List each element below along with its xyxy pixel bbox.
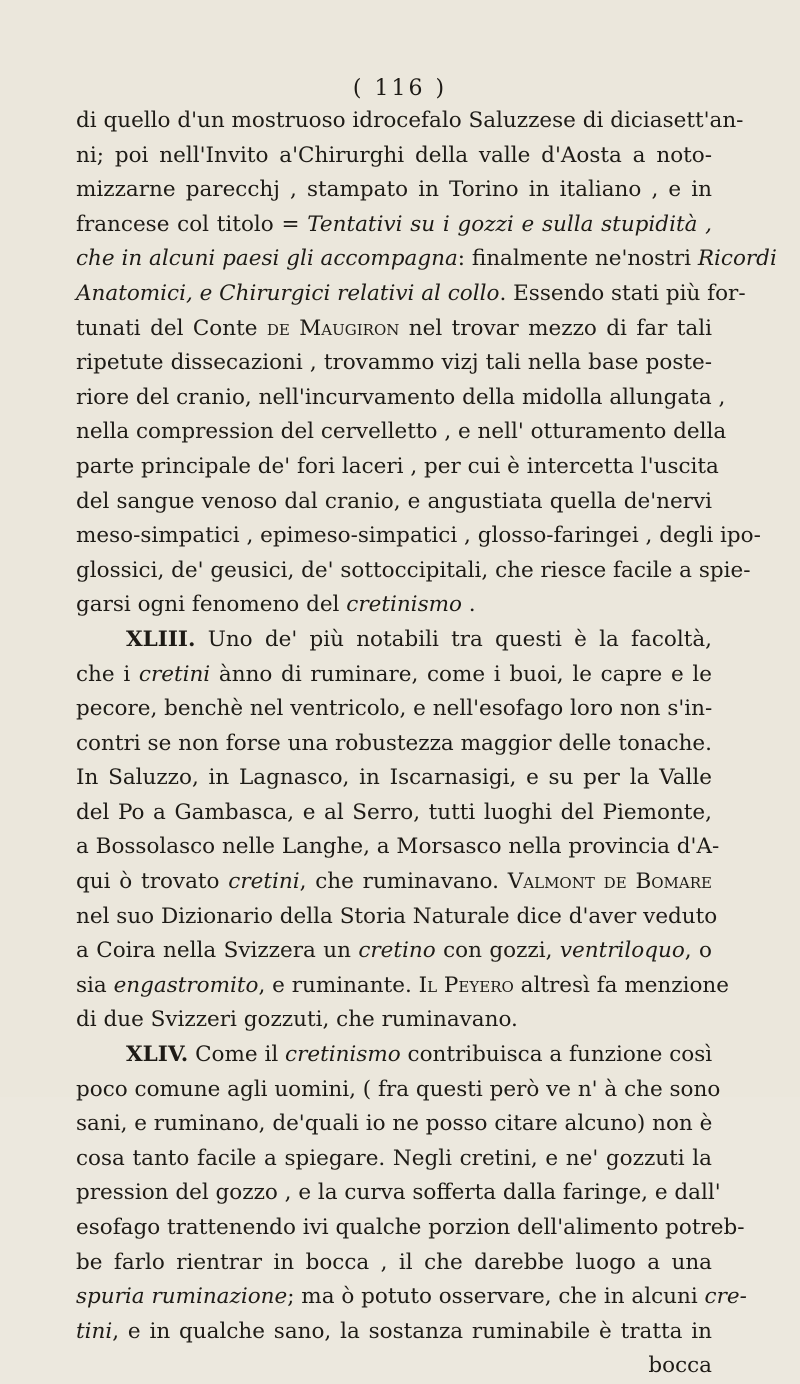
text-run: del Po a Gambasca, e al Serro, tutti luoghi del Piemonte, bbox=[76, 799, 712, 825]
text-run: poco comune agli uomini, ( fra questi però ve n' à che sono bbox=[76, 1076, 721, 1102]
text-run: altresì fa menzione bbox=[513, 972, 729, 998]
small-caps-name: Valmont de Bomare bbox=[507, 869, 712, 895]
italic-text: cretinismo bbox=[285, 1042, 401, 1068]
text-run: bocca bbox=[648, 1353, 712, 1379]
italic-text: tini bbox=[76, 1318, 113, 1344]
text-line bbox=[76, 727, 712, 762]
text-line bbox=[76, 796, 712, 831]
text-line bbox=[76, 519, 761, 554]
text-run: a Coira nella Svizzera un bbox=[76, 938, 359, 964]
section-number: XLIII. bbox=[126, 626, 196, 652]
text-line bbox=[76, 1003, 712, 1038]
text-line bbox=[76, 969, 729, 1004]
text-line bbox=[76, 381, 726, 416]
small-caps-name: Il Peyero bbox=[418, 972, 514, 998]
text-run: ripetute dissecazioni , trovammo vizj tali nella base poste- bbox=[76, 350, 712, 376]
text-line bbox=[76, 139, 712, 174]
text-run: ; ma ò potuto osservare, che in alcuni bbox=[287, 1284, 705, 1310]
italic-text: cretino bbox=[358, 938, 436, 964]
text-run: nel suo Dizionario della Storia Naturale dice d'aver veduto bbox=[76, 903, 718, 929]
text-run: Come il bbox=[188, 1042, 286, 1068]
text-run: nel trovar mezzo di far tali bbox=[399, 315, 712, 341]
text-line bbox=[76, 173, 712, 208]
text-run: di quello d'un mostruoso idrocefalo Saluzzese di diciasett'an- bbox=[76, 108, 744, 133]
text-run: . bbox=[461, 592, 476, 618]
text-line bbox=[76, 1107, 712, 1142]
text-line bbox=[76, 415, 727, 450]
text-run: francese col titolo = bbox=[76, 211, 308, 237]
text-line bbox=[76, 692, 712, 727]
text-line bbox=[76, 658, 712, 693]
text-run: In Saluzzo, in Lagnasco, in Iscarnasigi, e su per la Valle bbox=[76, 765, 712, 791]
text-run: nella compression del cervelletto , e nell' otturamento della bbox=[76, 419, 727, 445]
text-run: ànno di ruminare, come i buoi, le capre e le bbox=[210, 661, 712, 687]
text-line bbox=[76, 1211, 745, 1246]
text-line bbox=[76, 761, 712, 796]
text-line bbox=[76, 934, 712, 969]
text-run: glossici, de' geusici, de' sottoccipitali, che riesce facile a spie- bbox=[76, 557, 751, 583]
text-line bbox=[76, 1315, 712, 1350]
text-run: Uno de' più notabili tra questi è la facoltà, bbox=[195, 626, 712, 652]
text-run: : finalmente ne'nostri bbox=[457, 246, 698, 272]
italic-text: ventriloquo bbox=[559, 938, 685, 964]
text-run: che i bbox=[76, 661, 139, 687]
text-run: contribuisca a funzione così bbox=[400, 1042, 713, 1068]
text-run: tunati del Conte bbox=[76, 315, 267, 341]
text-line bbox=[76, 1142, 712, 1177]
text-run: , e in qualche sano, la sostanza ruminabile è tratta in bbox=[112, 1318, 712, 1344]
text-run: sani, e ruminano, de'quali io ne posso citare alcuno) non è bbox=[76, 1111, 713, 1137]
text-line bbox=[76, 346, 712, 381]
text-run: . Essendo stati più for- bbox=[499, 280, 746, 306]
italic-text: engastromito bbox=[113, 972, 259, 998]
text-line bbox=[76, 208, 712, 243]
text-run: qui ò trovato bbox=[76, 869, 229, 895]
text-line bbox=[76, 900, 718, 935]
text-line bbox=[76, 554, 751, 589]
text-run: riore del cranio, nell'incurvamento della midolla allungata , bbox=[76, 384, 726, 410]
text-line bbox=[76, 865, 712, 900]
text-line bbox=[76, 1176, 721, 1211]
text-run: a Bossolasco nelle Langhe, a Morsasco nella provincia d'A- bbox=[76, 834, 720, 860]
italic-text: cretini bbox=[228, 869, 300, 895]
text-line bbox=[76, 450, 719, 485]
page-number: ( 116 ) bbox=[352, 76, 448, 101]
text-line bbox=[76, 485, 712, 520]
text-line bbox=[76, 277, 746, 312]
text-run: mizzarne parecchj , stampato in Torino in italiano , e in bbox=[76, 177, 712, 203]
text-line bbox=[76, 104, 744, 139]
text-run: esofago trattenendo ivi qualche porzion dell'alimento potreb- bbox=[76, 1215, 745, 1240]
small-caps-name: de Maugiron bbox=[266, 315, 400, 341]
italic-text: Tentativi su i gozzi e sulla stupidità , bbox=[307, 211, 712, 237]
italic-text: cretinismo bbox=[346, 592, 462, 618]
text-run: meso-simpatici , epimeso-simpatici , glosso-faringei , degli ipo- bbox=[76, 523, 761, 549]
text-run: con gozzi, bbox=[435, 938, 560, 964]
text-line bbox=[76, 1246, 712, 1281]
text-run: , che ruminavano. bbox=[299, 869, 508, 895]
text-line bbox=[76, 588, 712, 623]
text-line bbox=[76, 312, 712, 347]
body-text bbox=[76, 104, 777, 1384]
text-run: garsi ogni fenomeno del bbox=[76, 592, 347, 618]
text-run: contri se non forse una robustezza maggior delle tonache. bbox=[76, 730, 712, 756]
text-run: parte principale de' fori laceri , per cui è intercetta l'uscita bbox=[76, 453, 719, 479]
text-run: sia bbox=[76, 972, 114, 998]
text-run: be farlo rientrar in bocca , il che darebbe luogo a una bbox=[76, 1249, 712, 1275]
text-line bbox=[76, 242, 777, 277]
text-line bbox=[76, 1349, 712, 1384]
text-line bbox=[76, 623, 712, 658]
text-run: del sangue venoso dal cranio, e angustiata quella de'nervi bbox=[76, 488, 712, 514]
text-run: di due Svizzeri gozzuti, che ruminavano. bbox=[76, 1007, 518, 1033]
text-run: cosa tanto facile a spiegare. Negli cretini, e ne' gozzuti la bbox=[76, 1145, 712, 1171]
italic-text: spuria ruminazione bbox=[76, 1284, 288, 1310]
text-run: pression del gozzo , e la curva sofferta dalla faringe, e dall' bbox=[76, 1180, 721, 1206]
italic-text: cretini bbox=[138, 661, 211, 687]
text-run: , o bbox=[684, 938, 712, 964]
text-line bbox=[76, 830, 720, 865]
text-line bbox=[76, 1038, 712, 1073]
italic-text: Ricordi bbox=[697, 246, 777, 272]
text-line bbox=[76, 1280, 747, 1315]
text-run: , e ruminante. bbox=[258, 972, 419, 998]
section-number: XLIV. bbox=[126, 1042, 189, 1068]
text-run: ni; poi nell'Invito a'Chirurghi della valle d'Aosta a noto- bbox=[76, 142, 712, 168]
italic-text: che in alcuni paesi gli accompagna bbox=[76, 246, 458, 272]
text-line bbox=[76, 1073, 721, 1108]
italic-text: Anatomici, e Chirurgici relativi al collo bbox=[76, 280, 500, 306]
text-run: pecore, benchè nel ventricolo, e nell'esofago loro non s'in- bbox=[76, 696, 713, 722]
italic-text: cre- bbox=[704, 1284, 747, 1310]
